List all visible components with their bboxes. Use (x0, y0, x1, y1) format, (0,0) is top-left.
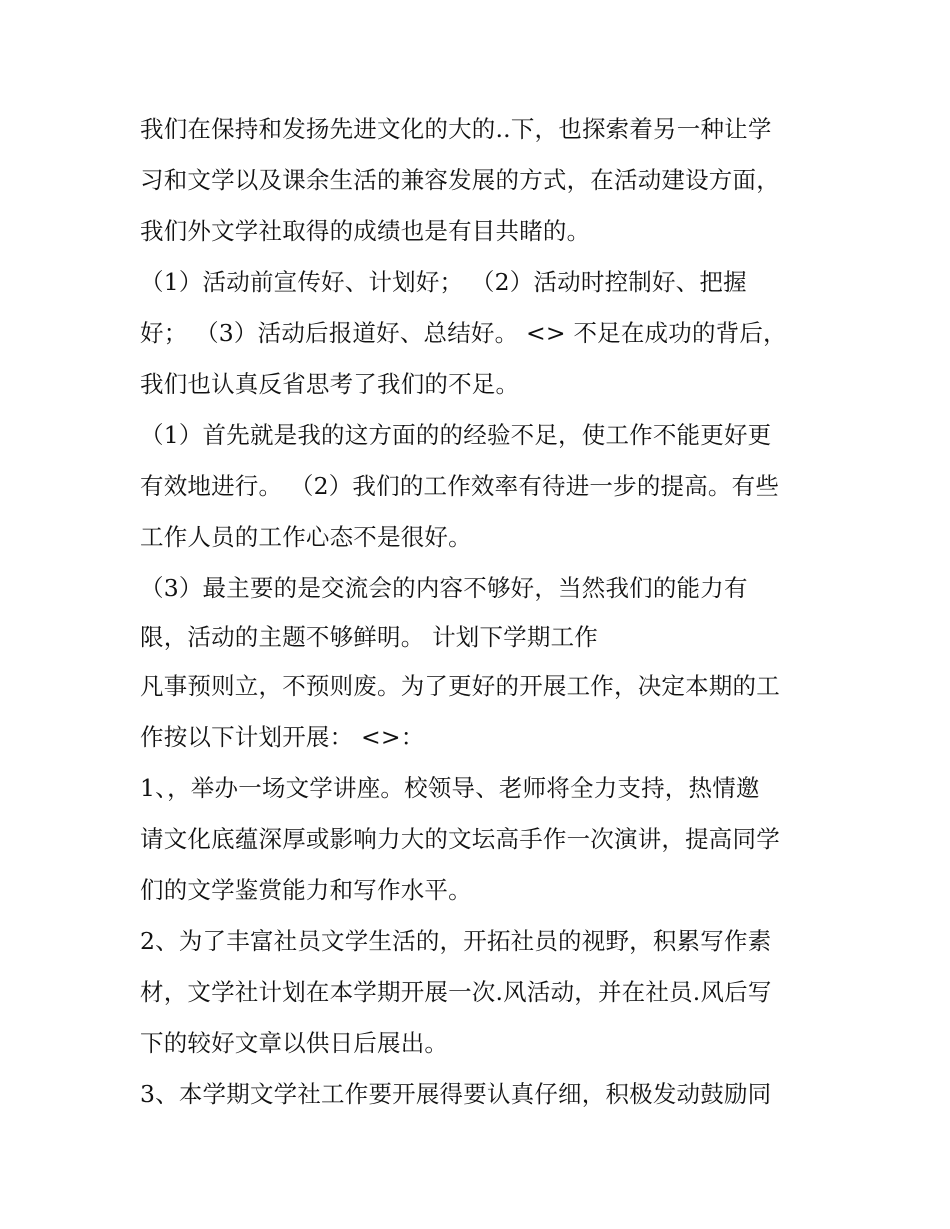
text-line: 凡事预则立，不预则废。为了更好的开展工作，决定本期的工 (140, 672, 780, 700)
text-line: 2、为了丰富社员文学生活的，开拓社员的视野，积累写作素 (140, 927, 772, 955)
text-line: 1、，举办一场文学讲座。校领导、老师将全力支持，热情邀 (140, 774, 760, 802)
text-line: 3、本学期文学社工作要开展得要认真仔细，积极发动鼓励同 (140, 1080, 772, 1108)
text-line: 我们也认真反省思考了我们的不足。 (140, 370, 520, 398)
text-line: 有效地进行。 （2）我们的工作效率有待进一步的提高。有些 (140, 472, 780, 500)
text-line: （1）活动前宣传好、计划好； （2）活动时控制好、把握 (140, 268, 747, 296)
text-line: 作按以下计划开展： <>： (140, 723, 425, 751)
text-line: 工作人员的工作心态不是很好。 (140, 523, 472, 551)
text-line: 我们在保持和发扬先进文化的大的..下，也探索着另一种让学 (140, 115, 772, 143)
text-line: 好； （3）活动后报道好、总结好。 <> 不足在成功的背后， (140, 319, 787, 347)
text-line: 们的文学鉴赏能力和写作水平。 (140, 876, 472, 904)
text-line: 我们外文学社取得的成绩也是有目共睹的。 (140, 217, 591, 245)
text-line: （1）首先就是我的这方面的的经验不足，使工作不能更好更 (140, 421, 772, 449)
text-line: 习和文学以及课余生活的兼容发展的方式，在活动建设方面， (140, 166, 780, 194)
text-line: 限，活动的主题不够鲜明。 计划下学期工作 (140, 623, 598, 651)
text-line: 下的较好文章以供日后展出。 (140, 1029, 449, 1057)
text-line: 请文化底蕴深厚或影响力大的文坛高手作一次演讲，提高同学 (140, 825, 780, 853)
text-line: 材，文学社计划在本学期开展一次.风活动，并在社员.风后写 (140, 978, 772, 1006)
text-line: （3）最主要的是交流会的内容不够好，当然我们的能力有 (140, 574, 748, 602)
